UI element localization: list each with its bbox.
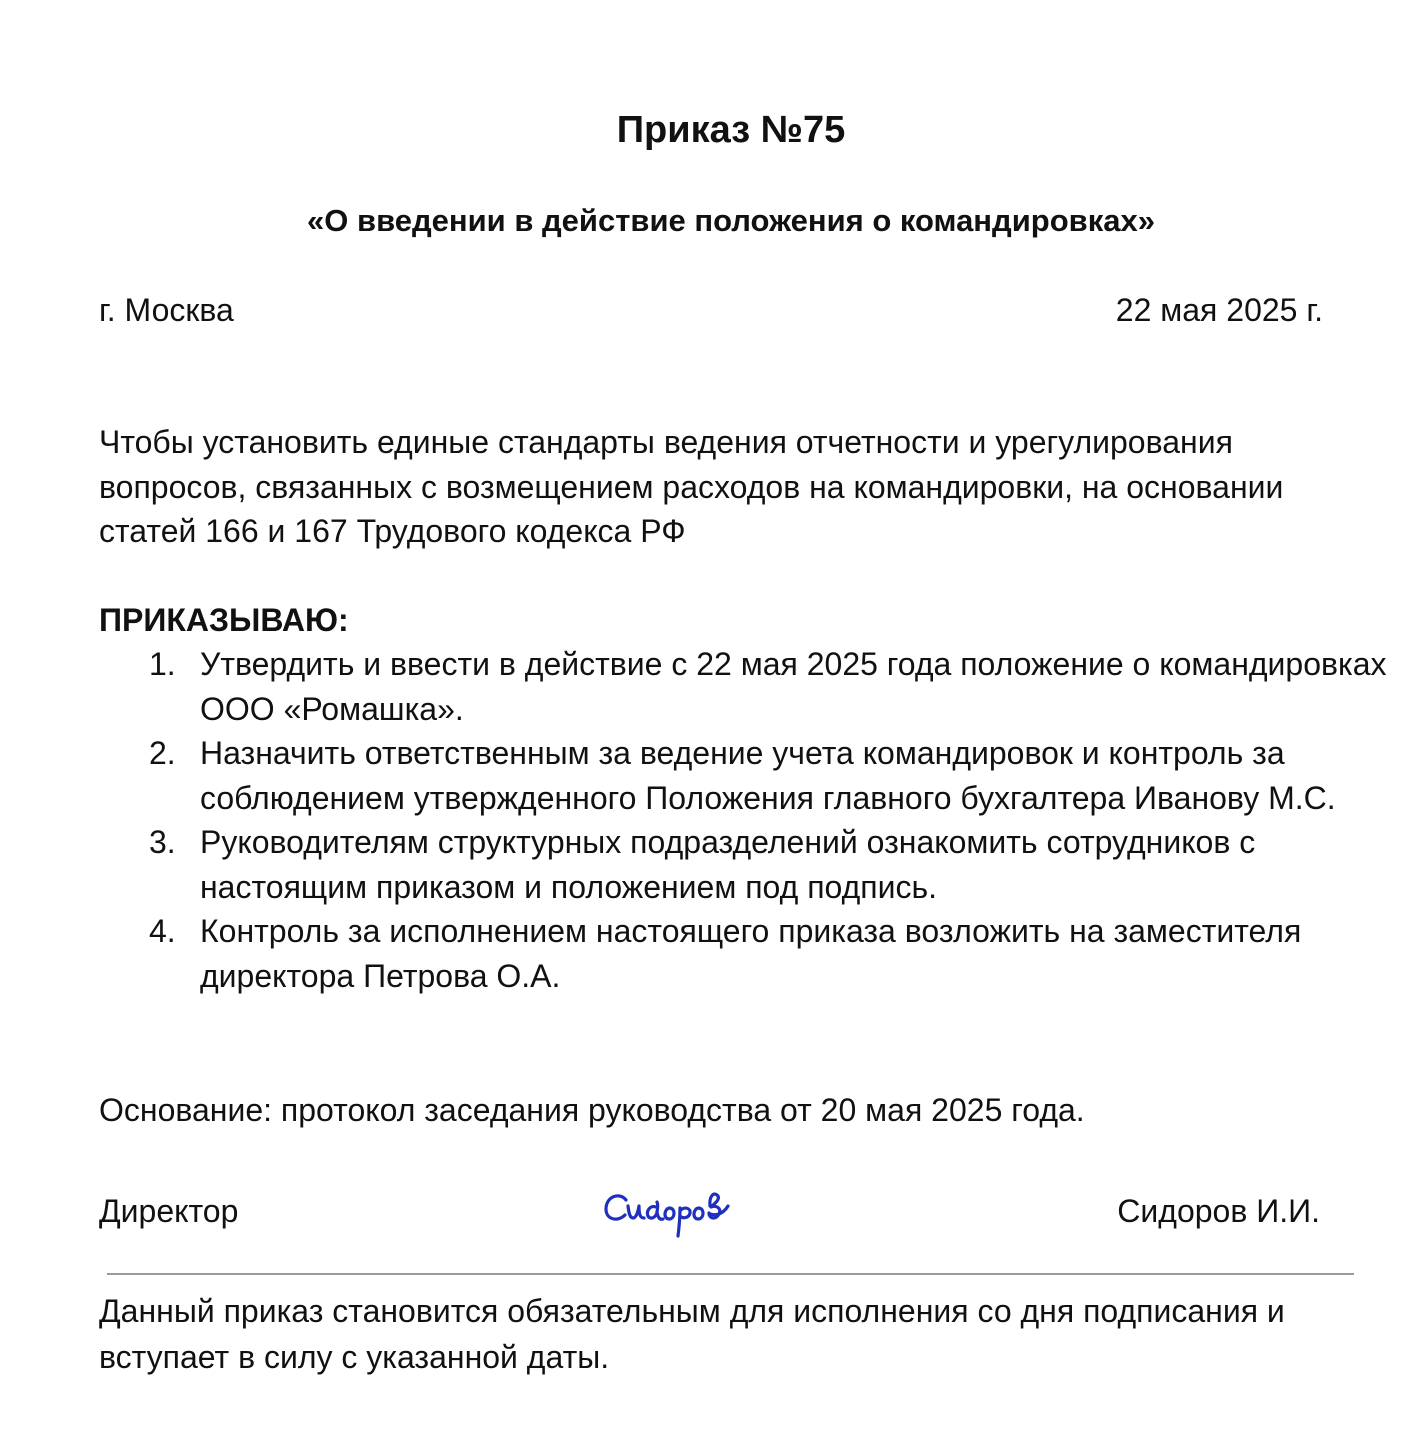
footer-divider (107, 1273, 1354, 1275)
preamble-paragraph: Чтобы установить единые стандарты ведения отчетности и урегулирования вопросов, связанных с возмещением расходов на командировки, на основании статей 166 и 167 Трудового кодекса РФ (99, 424, 1284, 549)
order-item-number: 1. (149, 646, 176, 682)
order-item-text: Назначить ответственным за ведение учета командировок и контроль за соблюдением утвержденного Положения главного бухгалтера Иванову М.С. (200, 735, 1336, 816)
document-place: г. Москва (99, 292, 234, 328)
document-date: 22 мая 2025 г. (1115, 292, 1323, 328)
order-item-number: 4. (149, 913, 176, 949)
order-item-text: Руководителям структурных подразделений ознакомить сотрудников с настоящим приказом и положением под подпись. (200, 824, 1256, 905)
order-item (99, 642, 1389, 731)
order-item-number: 2. (149, 735, 176, 771)
signatory-position: Директор (99, 1193, 239, 1229)
handwritten-signature (598, 1176, 738, 1246)
order-item-number: 3. (149, 824, 176, 860)
document-title: Приказ №75 (616, 109, 846, 151)
order-item-text: Утвердить и ввести в действие с 22 мая 2025 года положение о командировках ООО «Ромашка». (200, 646, 1387, 727)
order-item-text: Контроль за исполнением настоящего приказа возложить на заместителя директора Петрова О.А. (200, 913, 1302, 994)
order-item (99, 820, 1389, 909)
document-subtitle: «О введении в действие положения о командировках» (307, 203, 1155, 238)
footnote-paragraph: Данный приказ становится обязательным для исполнения со дня подписания и вступает в силу с указанной даты. (99, 1293, 1285, 1375)
order-items-list (99, 642, 1389, 998)
order-item (99, 909, 1389, 998)
signatory-name: Сидоров И.И. (1117, 1193, 1320, 1229)
order-heading: ПРИКАЗЫВАЮ: (99, 602, 349, 638)
basis-paragraph: Основание: протокол заседания руководства от 20 мая 2025 года. (99, 1092, 1085, 1128)
order-item (99, 731, 1389, 820)
